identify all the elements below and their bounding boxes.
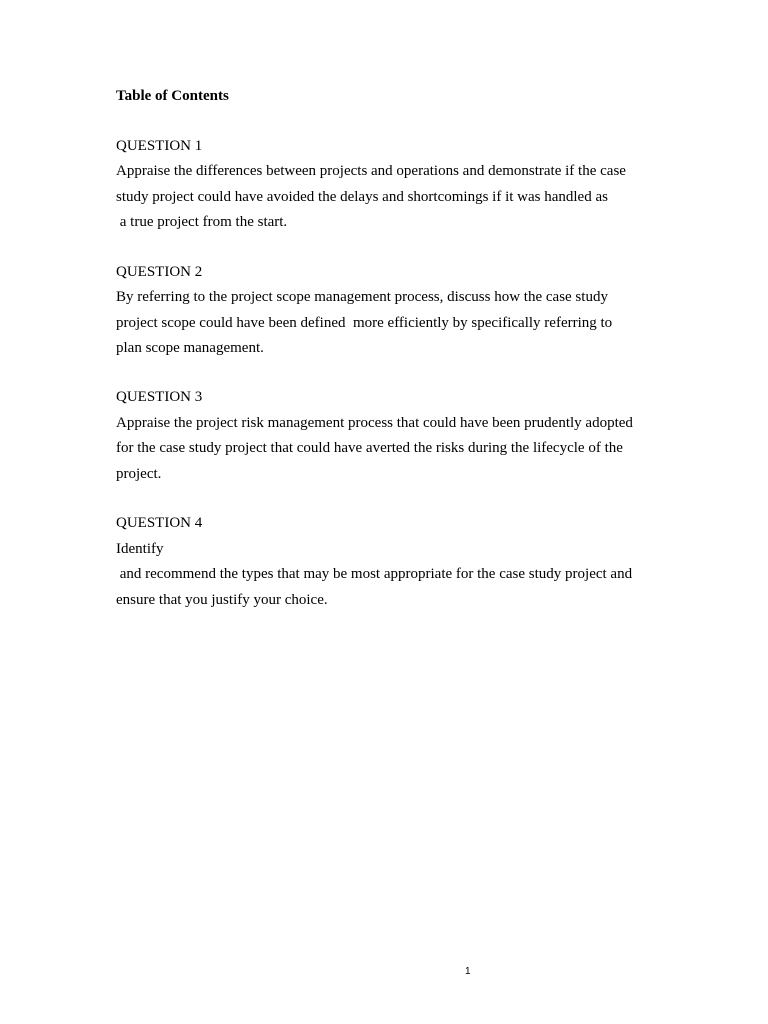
question-1-line-2: study project could have avoided the delays and shortcomings if it was handled as [116, 189, 608, 205]
question-2-heading: QUESTION 2 [116, 264, 203, 280]
question-2-line-2: project scope could have been defined more efficiently by specifically referring to [116, 315, 613, 331]
question-2-line-3: plan scope management. [116, 340, 264, 356]
page-number: 1 [465, 966, 471, 977]
question-3-line-1: Appraise the project risk management process that could have been prudently adopted [116, 415, 633, 431]
question-2-line-1: By referring to the project scope management process, discuss how the case study [116, 289, 608, 305]
question-3-heading: QUESTION 3 [116, 389, 203, 405]
question-4-line-3: ensure that you justify your choice. [116, 592, 328, 608]
question-1-line-1: Appraise the differences between projects and operations and demonstrate if the case [116, 163, 626, 179]
question-3-line-2: for the case study project that could have averted the risks during the lifecycle of the [116, 440, 623, 456]
question-1-heading: QUESTION 1 [116, 138, 203, 154]
question-1-line-3: a true project from the start. [116, 214, 288, 230]
question-4-line-1: Identify [116, 541, 164, 557]
question-4-line-2: and recommend the types that may be most appropriate for the case study project and [116, 566, 633, 582]
toc-title: Table of Contents [116, 88, 229, 104]
question-3-line-3: project. [116, 466, 162, 482]
question-4-heading: QUESTION 4 [116, 515, 203, 531]
